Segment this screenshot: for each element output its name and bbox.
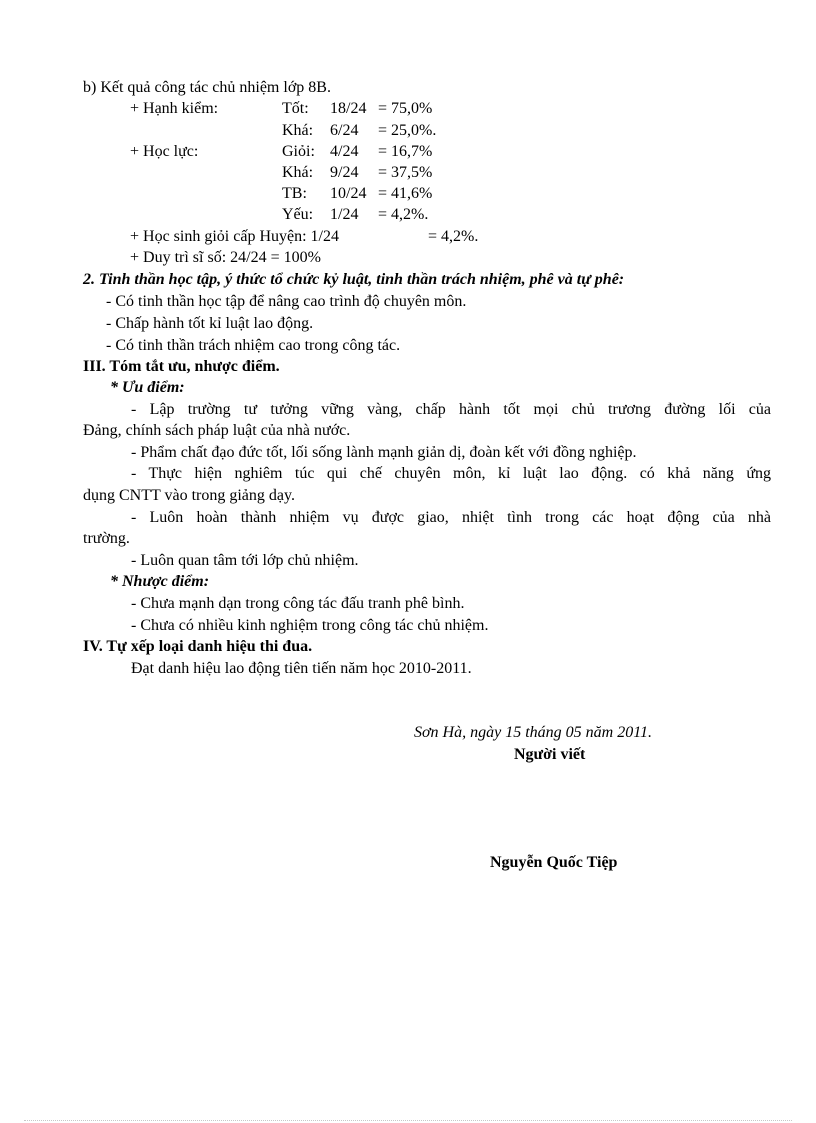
academic-grade: Giỏi:: [282, 143, 315, 160]
section-4-heading: IV. Tự xếp loại danh hiệu thi đua.: [83, 638, 313, 655]
strengths-heading: * Ưu điểm:: [110, 379, 185, 396]
conduct-grade: Khá:: [282, 122, 314, 139]
conduct-ratio: 18/24: [330, 100, 367, 117]
academic-label: + Học lực:: [130, 143, 199, 160]
weakness-line: - Chưa mạnh dạn trong công tác đấu tranh phê bình.: [131, 595, 465, 612]
section-2-item: - Có tinh thần trách nhiệm cao trong công tác.: [106, 337, 401, 354]
retention-line: + Duy trì sĩ số: 24/24 = 100%: [130, 249, 321, 266]
weaknesses-heading: * Nhược điểm:: [110, 573, 210, 590]
page-bottom-rule: [24, 1120, 792, 1121]
conduct-grade: Tốt:: [282, 100, 309, 117]
academic-ratio: 4/24: [330, 143, 359, 160]
academic-pct: = 16,7%: [378, 143, 433, 160]
strength-line: - Luôn hoàn thành nhiệm vụ được giao, nhiệt tình trong các hoạt động của nhà: [131, 509, 771, 526]
academic-grade: Khá:: [282, 164, 314, 181]
section-2-heading: 2. Tinh thần học tập, ý thức tổ chức kỷ luật, tinh thần trách nhiệm, phê và tự phê:: [83, 271, 625, 288]
strength-line: Đảng, chính sách pháp luật của nhà nước.: [83, 422, 351, 439]
signer-name: Nguyễn Quốc Tiệp: [490, 854, 618, 871]
conduct-pct: = 25,0%.: [378, 122, 437, 139]
section-2-item: - Chấp hành tốt kỉ luật lao động.: [106, 315, 314, 332]
strength-line: - Phẩm chất đạo đức tốt, lối sống lành mạnh giản dị, đoàn kết với đồng nghiệp.: [131, 444, 637, 461]
academic-ratio: 9/24: [330, 164, 359, 181]
section-2-item: - Có tinh thần học tập để nâng cao trình độ chuyên môn.: [106, 293, 467, 310]
conduct-label: + Hạnh kiểm:: [130, 100, 219, 117]
academic-ratio: 10/24: [330, 185, 367, 202]
academic-ratio: 1/24: [330, 206, 359, 223]
place-date: Sơn Hà, ngày 15 tháng 05 năm 2011.: [414, 724, 653, 741]
district-label: + Học sinh giỏi cấp Huyện: 1/24: [130, 228, 339, 245]
strength-line: - Thực hiện nghiêm túc qui chế chuyên môn, kỉ luật lao động. có khả năng ứng: [131, 465, 771, 482]
strength-line: trường.: [83, 530, 130, 547]
academic-grade: TB:: [282, 185, 307, 202]
district-pct: = 4,2%.: [428, 228, 479, 245]
signer-role: Người viết: [514, 746, 586, 763]
section-4-text: Đạt danh hiệu lao động tiên tiến năm học 2010-2011.: [131, 660, 472, 677]
weakness-line: - Chưa có nhiều kinh nghiệm trong công tác chủ nhiệm.: [131, 617, 489, 634]
strength-line: dụng CNTT vào trong giảng dạy.: [83, 487, 295, 504]
academic-pct: = 4,2%.: [378, 206, 429, 223]
academic-pct: = 41,6%: [378, 185, 433, 202]
academic-grade: Yếu:: [282, 206, 314, 223]
section-3-heading: III. Tóm tắt ưu, nhược điểm.: [83, 358, 280, 375]
conduct-ratio: 6/24: [330, 122, 359, 139]
academic-pct: = 37,5%: [378, 164, 433, 181]
strength-line: - Lập trường tư tưởng vững vàng, chấp hành tốt mọi chủ trương đường lối của: [131, 401, 771, 418]
conduct-pct: = 75,0%: [378, 100, 433, 117]
section-b-heading: b) Kết quả công tác chủ nhiệm lớp 8B.: [83, 79, 331, 96]
strength-line: - Luôn quan tâm tới lớp chủ nhiệm.: [131, 552, 359, 569]
